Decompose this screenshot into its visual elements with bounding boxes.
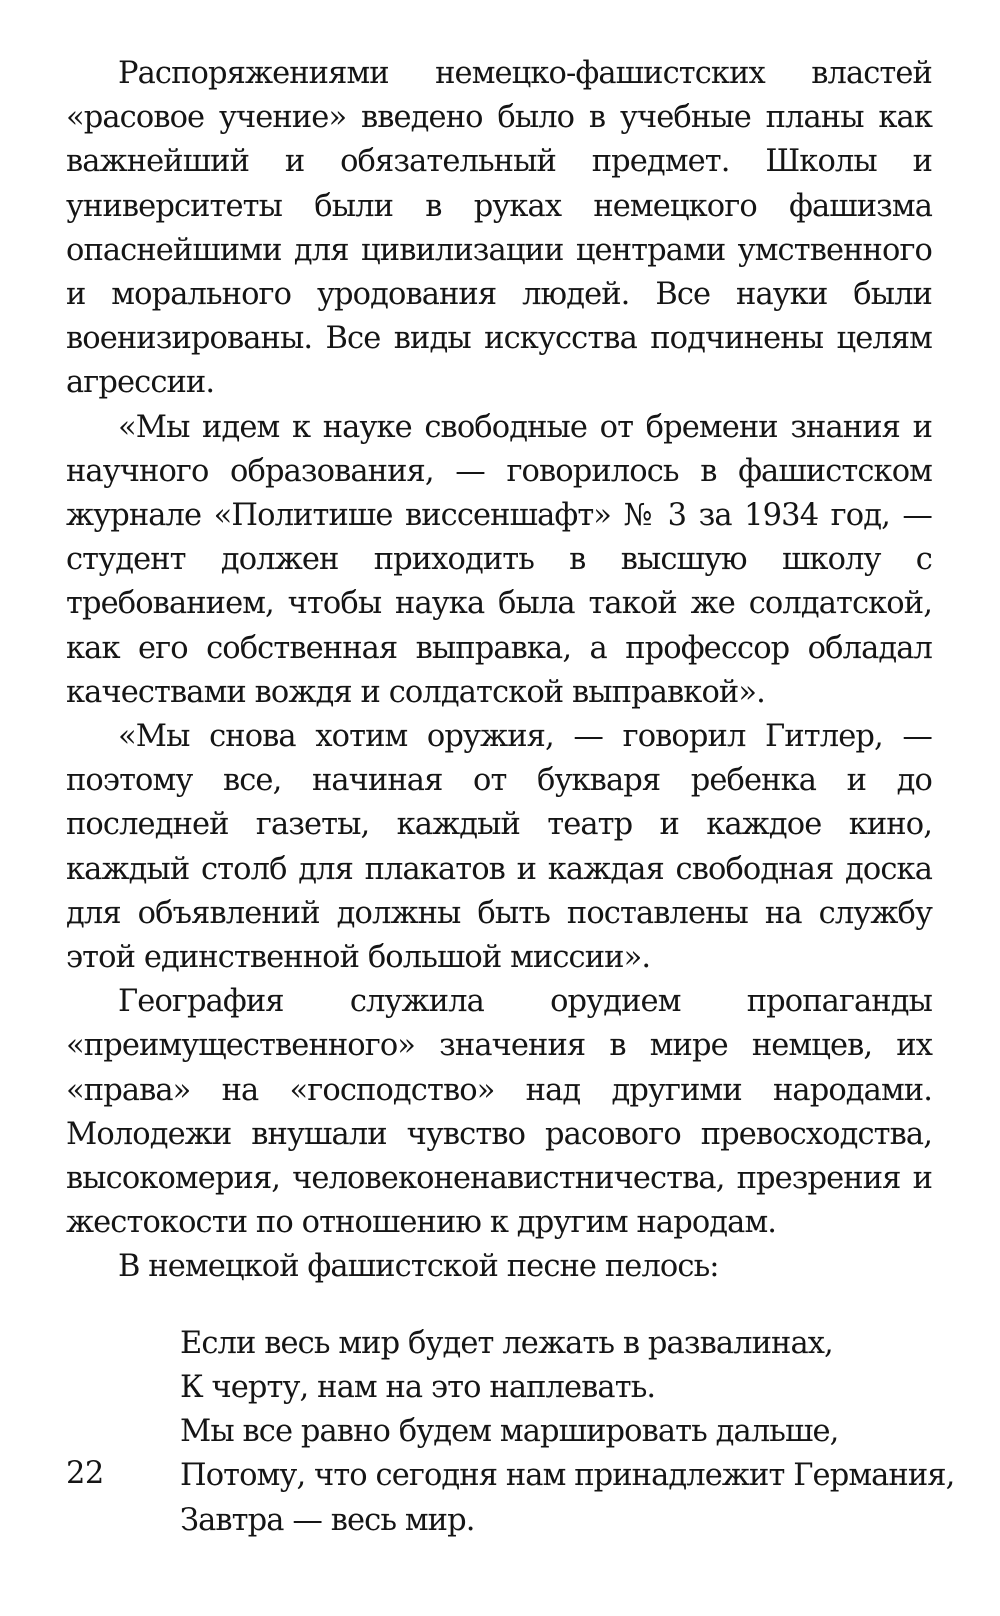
poem-line: К черту, нам на это наплевать. — [180, 1369, 656, 1405]
page-number: 22 — [66, 1456, 104, 1491]
paragraph-racial-teaching: Распоряжениями немецко-фашистских властей «расовое учение» введено было в учебные планы как важнейший и обязательный предмет. Школы и университеты были в руках немецкого фашизма опаснейшими для цивилизации центрами умственного и морального уродования людей. Все науки были военизированы. Все виды искусства подчинены целям агрессии. — [66, 56, 932, 401]
poem-line: Завтра — весь мир. — [180, 1502, 475, 1538]
paragraph-song-intro: В немецкой фашистской песне пелось: — [118, 1249, 719, 1285]
poem-line: Мы все равно будем маршировать дальше, — [180, 1414, 839, 1450]
paragraph-science-quote: «Мы идем к науке свободные от бремени знания и научного образования, — говорилось в фашистском журнале «Политише виссеншафт» № 3 за 1934 год, — студент должен приходить в высшую школу с требованием, чтобы наука была такой же солдатской, как его собственная выправка, а профессор обладал качествами вождя и солдатской выправкой». — [66, 409, 932, 710]
poem-line: Потому, что сегодня нам принадлежит Германия, — [180, 1458, 955, 1494]
paragraph-geography: География служила орудием пропаганды «преимущественного» значения в мире немцев, их «права» на «господство» над другими народами. Молодежи внушали чувство расового превосходства, высокомерия, человеконенавистничества, презрения и жестокости по отношению к другим народам. — [66, 984, 932, 1241]
poem — [66, 1322, 955, 1543]
page-body — [66, 52, 955, 1543]
poem-line: Если весь мир будет лежать в развалинах, — [180, 1325, 833, 1361]
paragraph-hitler-quote: «Мы снова хотим оружия, — говорил Гитлер, — поэтому все, начиная от букваря ребенка и до последней газеты, каждый театр и каждое кино, каждый столб для плакатов и каждая свободная доска для объявлений должны быть поставлены на службу этой единственной большой миссии». — [66, 719, 932, 976]
